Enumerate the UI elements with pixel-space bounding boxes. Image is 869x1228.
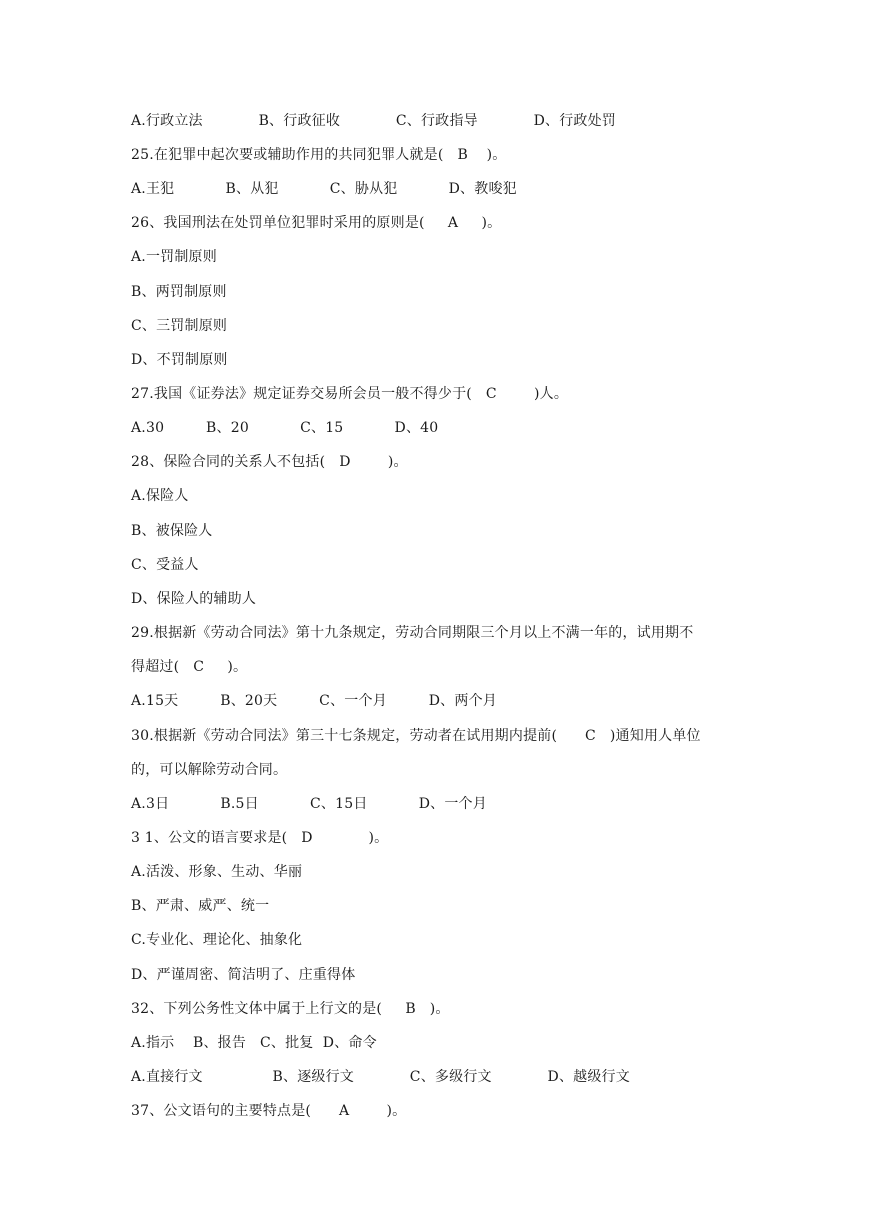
text-line: A.15天 B、20天 C、一个月 D、两个月 xyxy=(131,693,497,709)
text-line: A.活泼、形象、生动、华丽 xyxy=(131,864,303,880)
text-line: A.直接行文 B、逐级行文 C、多级行文 D、越级行文 xyxy=(131,1069,630,1085)
text-line: 30.根据新《劳动合同法》第三十七条规定，劳动者在试用期内提前( C )通知用人单位 xyxy=(131,728,701,744)
text-line: A.3日 B.5日 C、15日 D、一个月 xyxy=(131,796,487,812)
text-line: B、两罚制原则 xyxy=(131,284,227,300)
text-line: 32、下列公务性文体中属于上行文的是( B )。 xyxy=(131,1001,450,1017)
text-line: 25.在犯罪中起次要或辅助作用的共同犯罪人就是( B )。 xyxy=(131,147,507,163)
text-line: 26、我国刑法在处罚单位犯罪时采用的原则是( A )。 xyxy=(131,215,502,231)
text-line: C、三罚制原则 xyxy=(131,318,228,334)
text-line: 得超过( C )。 xyxy=(131,659,248,675)
text-line: B、严肃、威严、统一 xyxy=(131,898,270,914)
text-line: A.保险人 xyxy=(131,488,189,504)
text-line: 28、保险合同的关系人不包括( D )。 xyxy=(131,454,408,470)
text-line: A.王犯 B、从犯 C、胁从犯 D、教唆犯 xyxy=(131,181,517,197)
text-line: A.30 B、20 C、15 D、40 xyxy=(131,420,439,436)
text-line: D、保险人的辅助人 xyxy=(131,591,257,607)
text-line: 的，可以解除劳动合同。 xyxy=(131,762,288,778)
text-line: A.行政立法 B、行政征收 C、行政指导 D、行政处罚 xyxy=(131,113,616,129)
text-line: A.一罚制原则 xyxy=(131,249,217,265)
text-line: 27.我国《证券法》规定证券交易所会员一般不得少于( C )人。 xyxy=(131,386,569,402)
text-line: C、受益人 xyxy=(131,557,199,573)
text-line: A.指示 B、报告 C、批复 D、命令 xyxy=(131,1035,377,1051)
text-line: B、被保险人 xyxy=(131,523,213,539)
text-line: 3 1、公文的语言要求是( D )。 xyxy=(131,830,389,846)
text-line: D、不罚制原则 xyxy=(131,352,228,368)
text-line: 29.根据新《劳动合同法》第十九条规定，劳动合同期限三个月以上不满一年的，试用期不 xyxy=(131,625,694,641)
text-line: D、严谨周密、简洁明了、庄重得体 xyxy=(131,967,356,983)
text-line: 37、公文语句的主要特点是( A )。 xyxy=(131,1103,407,1119)
text-line: C.专业化、理论化、抽象化 xyxy=(131,932,303,948)
